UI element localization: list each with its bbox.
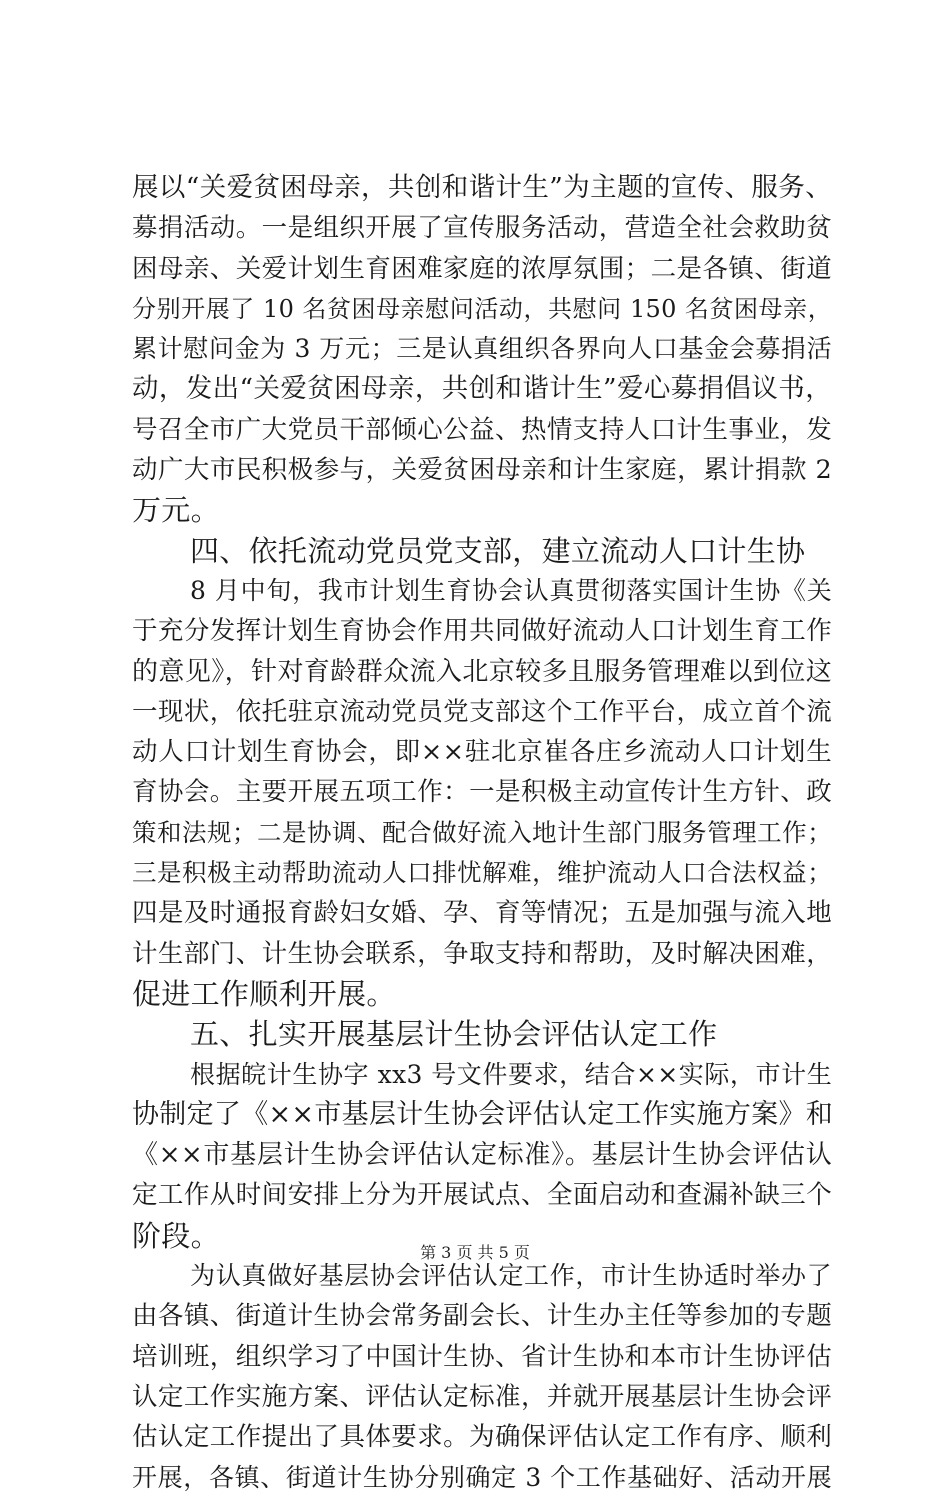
text-line: 育协会。主要开展五项工作：一是积极主动宣传计生方针、政: [132, 777, 832, 808]
text-line: 累计慰问金为 3 万元；三是认真组织各界向人口基金会募捐活: [132, 334, 832, 364]
text-line: 募捐活动。一是组织开展了宣传服务活动，营造全社会救助贫: [132, 213, 832, 244]
text-line: 定工作从时间安排上分为开展试点、全面启动和查漏补缺三个: [132, 1180, 832, 1211]
text-line: 计生部门、计生协会联系，争取支持和帮助，及时解决困难，: [132, 938, 832, 969]
text-line: 培训班，组织学习了中国计生协、省计生协和本市计生协评估: [132, 1341, 832, 1372]
text-line: 四是及时通报育龄妇女婚、孕、育等情况；五是加强与流入地: [132, 898, 832, 929]
paragraph-first-line: 8 月中旬，我市计划生育协会认真贯彻落实国计生协《关: [190, 575, 832, 605]
text-line: 策和法规；二是协调、配合做好流入地计生部门服务管理工作；: [132, 817, 832, 847]
text-line: 动人口计划生育协会，即××驻北京崔各庄乡流动人口计划生: [132, 737, 832, 768]
text-line: 估认定工作提出了具体要求。为确保评估认定工作有序、顺利: [132, 1422, 832, 1453]
text-line: 认定工作实施方案、评估认定标准，并就开展基层计生协会评: [132, 1381, 832, 1412]
text-line: 于充分发挥计划生育协会作用共同做好流动人口计划生育工作: [132, 616, 832, 647]
text-line: 动广大市民积极参与，关爱贫困母亲和计生家庭，累计捐款 2: [132, 455, 832, 486]
text-line: 分别开展了 10 名贫困母亲慰问活动，共慰问 150 名贫困母亲，: [132, 294, 832, 323]
text-line: 由各镇、街道计生协会常务副会长、计生办主任等参加的专题: [132, 1301, 832, 1332]
text-line: 促进工作顺利开展。: [132, 976, 396, 1011]
text-line: 动，发出“关爱贫困母亲，共创和谐计生”爱心募捐倡议书，: [132, 373, 832, 405]
text-line: 三是积极主动帮助流动人口排忧解难，维护流动人口合法权益；: [132, 858, 832, 888]
paragraph-first-line: 四、依托流动党员党支部，建立流动人口计生协: [190, 533, 806, 568]
text-line: 展以“关爱贫困母亲，共创和谐计生”为主题的宣传、服务、: [132, 172, 832, 203]
paragraph-first-line: 为认真做好基层协会评估认定工作，市计生协适时举办了: [190, 1261, 832, 1291]
text-line: 《××市基层计生协会评估认定标准》。基层计生协会评估认: [132, 1140, 832, 1171]
text-line: 困母亲、关爱计划生育困难家庭的浓厚氛围；二是各镇、街道: [132, 253, 832, 284]
text-line: 开展，各镇、街道计生协分别确定 3 个工作基础好、活动开展: [132, 1462, 832, 1492]
text-line: 万元。: [132, 493, 220, 528]
text-line: 阶段。: [132, 1218, 220, 1253]
document-body: [132, 168, 832, 1498]
text-line: 的意见》，针对育龄群众流入北京较多且服务管理难以到位这: [132, 656, 832, 687]
paragraph-first-line: 根据皖计生协字 xx3 号文件要求，结合××实际，市计生: [190, 1059, 832, 1089]
text-line: 一现状，依托驻京流动党员党支部这个工作平台，成立首个流: [132, 696, 832, 727]
text-line: 号召全市广大党员干部倾心公益、热情支持人口计生事业，发: [132, 414, 832, 445]
text-line: 协制定了《××市基层计生协会评估认定工作实施方案》和: [132, 1098, 834, 1130]
page-footer: 第 3 页 共 5 页: [420, 1243, 530, 1262]
paragraph-first-line: 五、扎实开展基层计生协会评估认定工作: [190, 1017, 718, 1052]
